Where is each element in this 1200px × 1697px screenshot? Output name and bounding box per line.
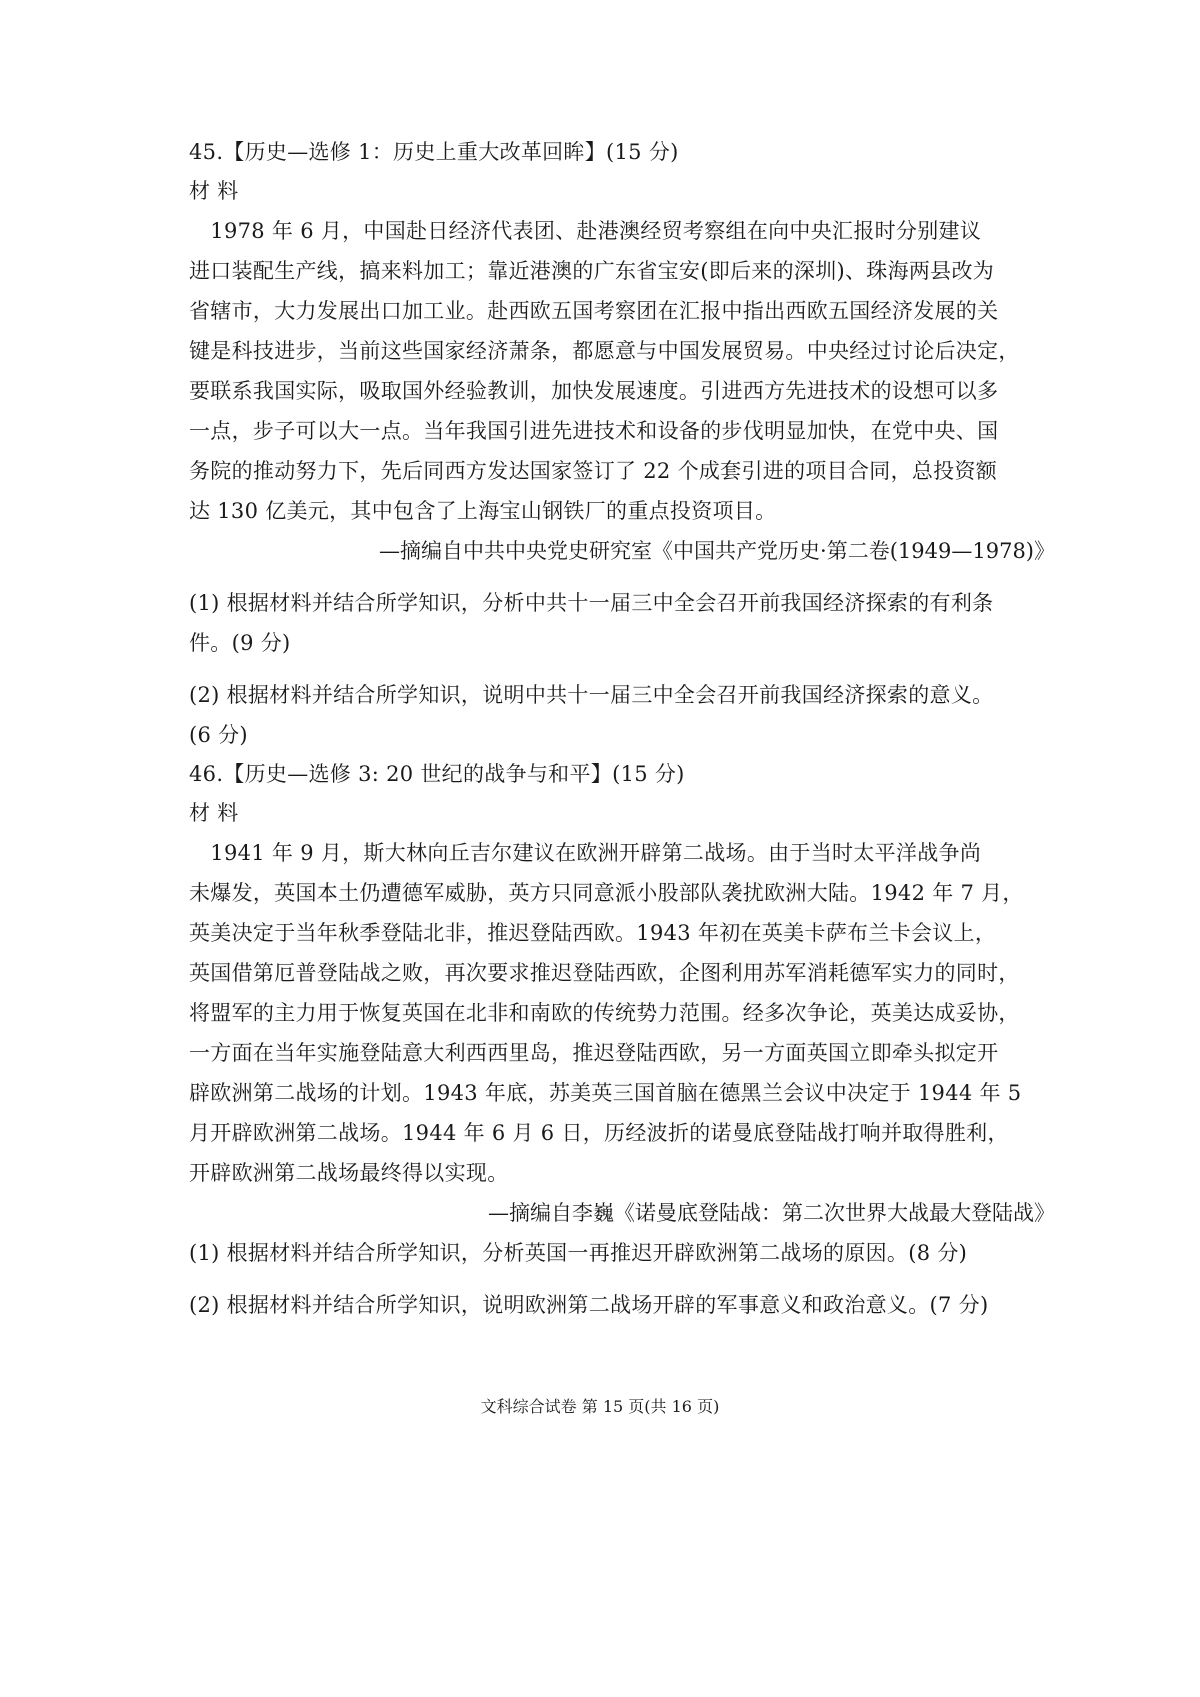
q46-paragraph-line: 开辟欧洲第二战场最终得以实现。 (189, 1161, 509, 1185)
q46-paragraph-line: 辟欧洲第二战场的计划。1943 年底，苏美英三国首脑在德黑兰会议中决定于 1944 年 5 (189, 1081, 1022, 1105)
q45-material-label: 材 料 (189, 179, 239, 203)
q46-paragraph-line: 英美决定于当年秋季登陆北非，推迟登陆西欧。1943 年初在英美卡萨布兰卡会议上， (189, 921, 997, 945)
q45-subquestion-1-cont: 件。(9 分) (189, 631, 291, 655)
q46-source-citation: —摘编自李巍《诺曼底登陆战：第二次世界大战最大登陆战》 (488, 1201, 1055, 1225)
q46-heading: 46.【历史—选修 3: 20 世纪的战争与和平】(15 分) (189, 762, 685, 786)
q46-paragraph-line: 一方面在当年实施登陆意大利西西里岛，推迟登陆西欧，另一方面英国立即牵头拟定开 (189, 1041, 999, 1065)
q46-paragraph-line: 将盟军的主力用于恢复英国在北非和南欧的传统势力范围。经多次争论，英美达成妥协， (189, 1001, 1020, 1025)
q46-paragraph-line: 未爆发，英国本土仍遭德军威胁，英方只同意派小股部队袭扰欧洲大陆。1942 年 7 月， (189, 881, 1024, 905)
q45-paragraph-line: 要联系我国实际，吸取国外经验教训，加快发展速度。引进西方先进技术的设想可以多 (189, 379, 999, 403)
q46-material-label: 材 料 (189, 801, 239, 825)
q45-paragraph-line: 务院的推动努力下，先后同西方发达国家签订了 22 个成套引进的项目合同，总投资额 (189, 459, 998, 483)
q45-paragraph-line: 1978 年 6 月，中国赴日经济代表团、赴港澳经贸考察组在向中央汇报时分别建议 (189, 219, 982, 243)
q45-paragraph-line: 省辖市，大力发展出口加工业。赴西欧五国考察团在汇报中指出西欧五国经济发展的关 (189, 299, 999, 323)
q45-subquestion-2-cont: (6 分) (189, 723, 248, 747)
q45-paragraph-line: 进口装配生产线，搞来料加工；靠近港澳的广东省宝安(即后来的深圳)、珠海两县改为 (189, 259, 995, 283)
q45-paragraph-line: 一点，步子可以大一点。当年我国引进先进技术和设备的步伐明显加快，在党中央、国 (189, 419, 999, 443)
q46-subquestion-1: (1) 根据材料并结合所学知识，分析英国一再推迟开辟欧洲第二战场的原因。(8 分) (189, 1241, 968, 1265)
q46-paragraph-line: 英国借第厄普登陆战之败，再次要求推迟登陆西欧，企图利用苏军消耗德军实力的同时， (189, 961, 1020, 985)
q45-subquestion-2: (2) 根据材料并结合所学知识，说明中共十一届三中全会召开前我国经济探索的意义。 (189, 683, 994, 707)
q46-paragraph-line: 月开辟欧洲第二战场。1944 年 6 月 6 日，历经波折的诺曼底登陆战打响并取得胜利， (189, 1121, 1009, 1145)
q45-subquestion-1: (1) 根据材料并结合所学知识，分析中共十一届三中全会召开前我国经济探索的有利条 (189, 591, 994, 615)
q45-source-citation: —摘编自中共中央党史研究室《中国共产党历史·第二卷(1949—1978)》 (379, 539, 1055, 563)
q46-subquestion-2: (2) 根据材料并结合所学知识，说明欧洲第二战场开辟的军事意义和政治意义。(7 分) (189, 1293, 989, 1317)
page-footer: 文科综合试卷 第 15 页(共 16 页) (480, 1397, 720, 1416)
q45-heading: 45.【历史—选修 1：历史上重大改革回眸】(15 分) (189, 140, 679, 164)
q45-paragraph-line: 键是科技进步，当前这些国家经济萧条，都愿意与中国发展贸易。中央经过讨论后决定， (189, 339, 1020, 363)
q45-paragraph-line: 达 130 亿美元，其中包含了上海宝山钢铁厂的重点投资项目。 (189, 499, 777, 523)
q46-paragraph-line: 1941 年 9 月，斯大林向丘吉尔建议在欧洲开辟第二战场。由于当时太平洋战争尚 (189, 841, 982, 865)
